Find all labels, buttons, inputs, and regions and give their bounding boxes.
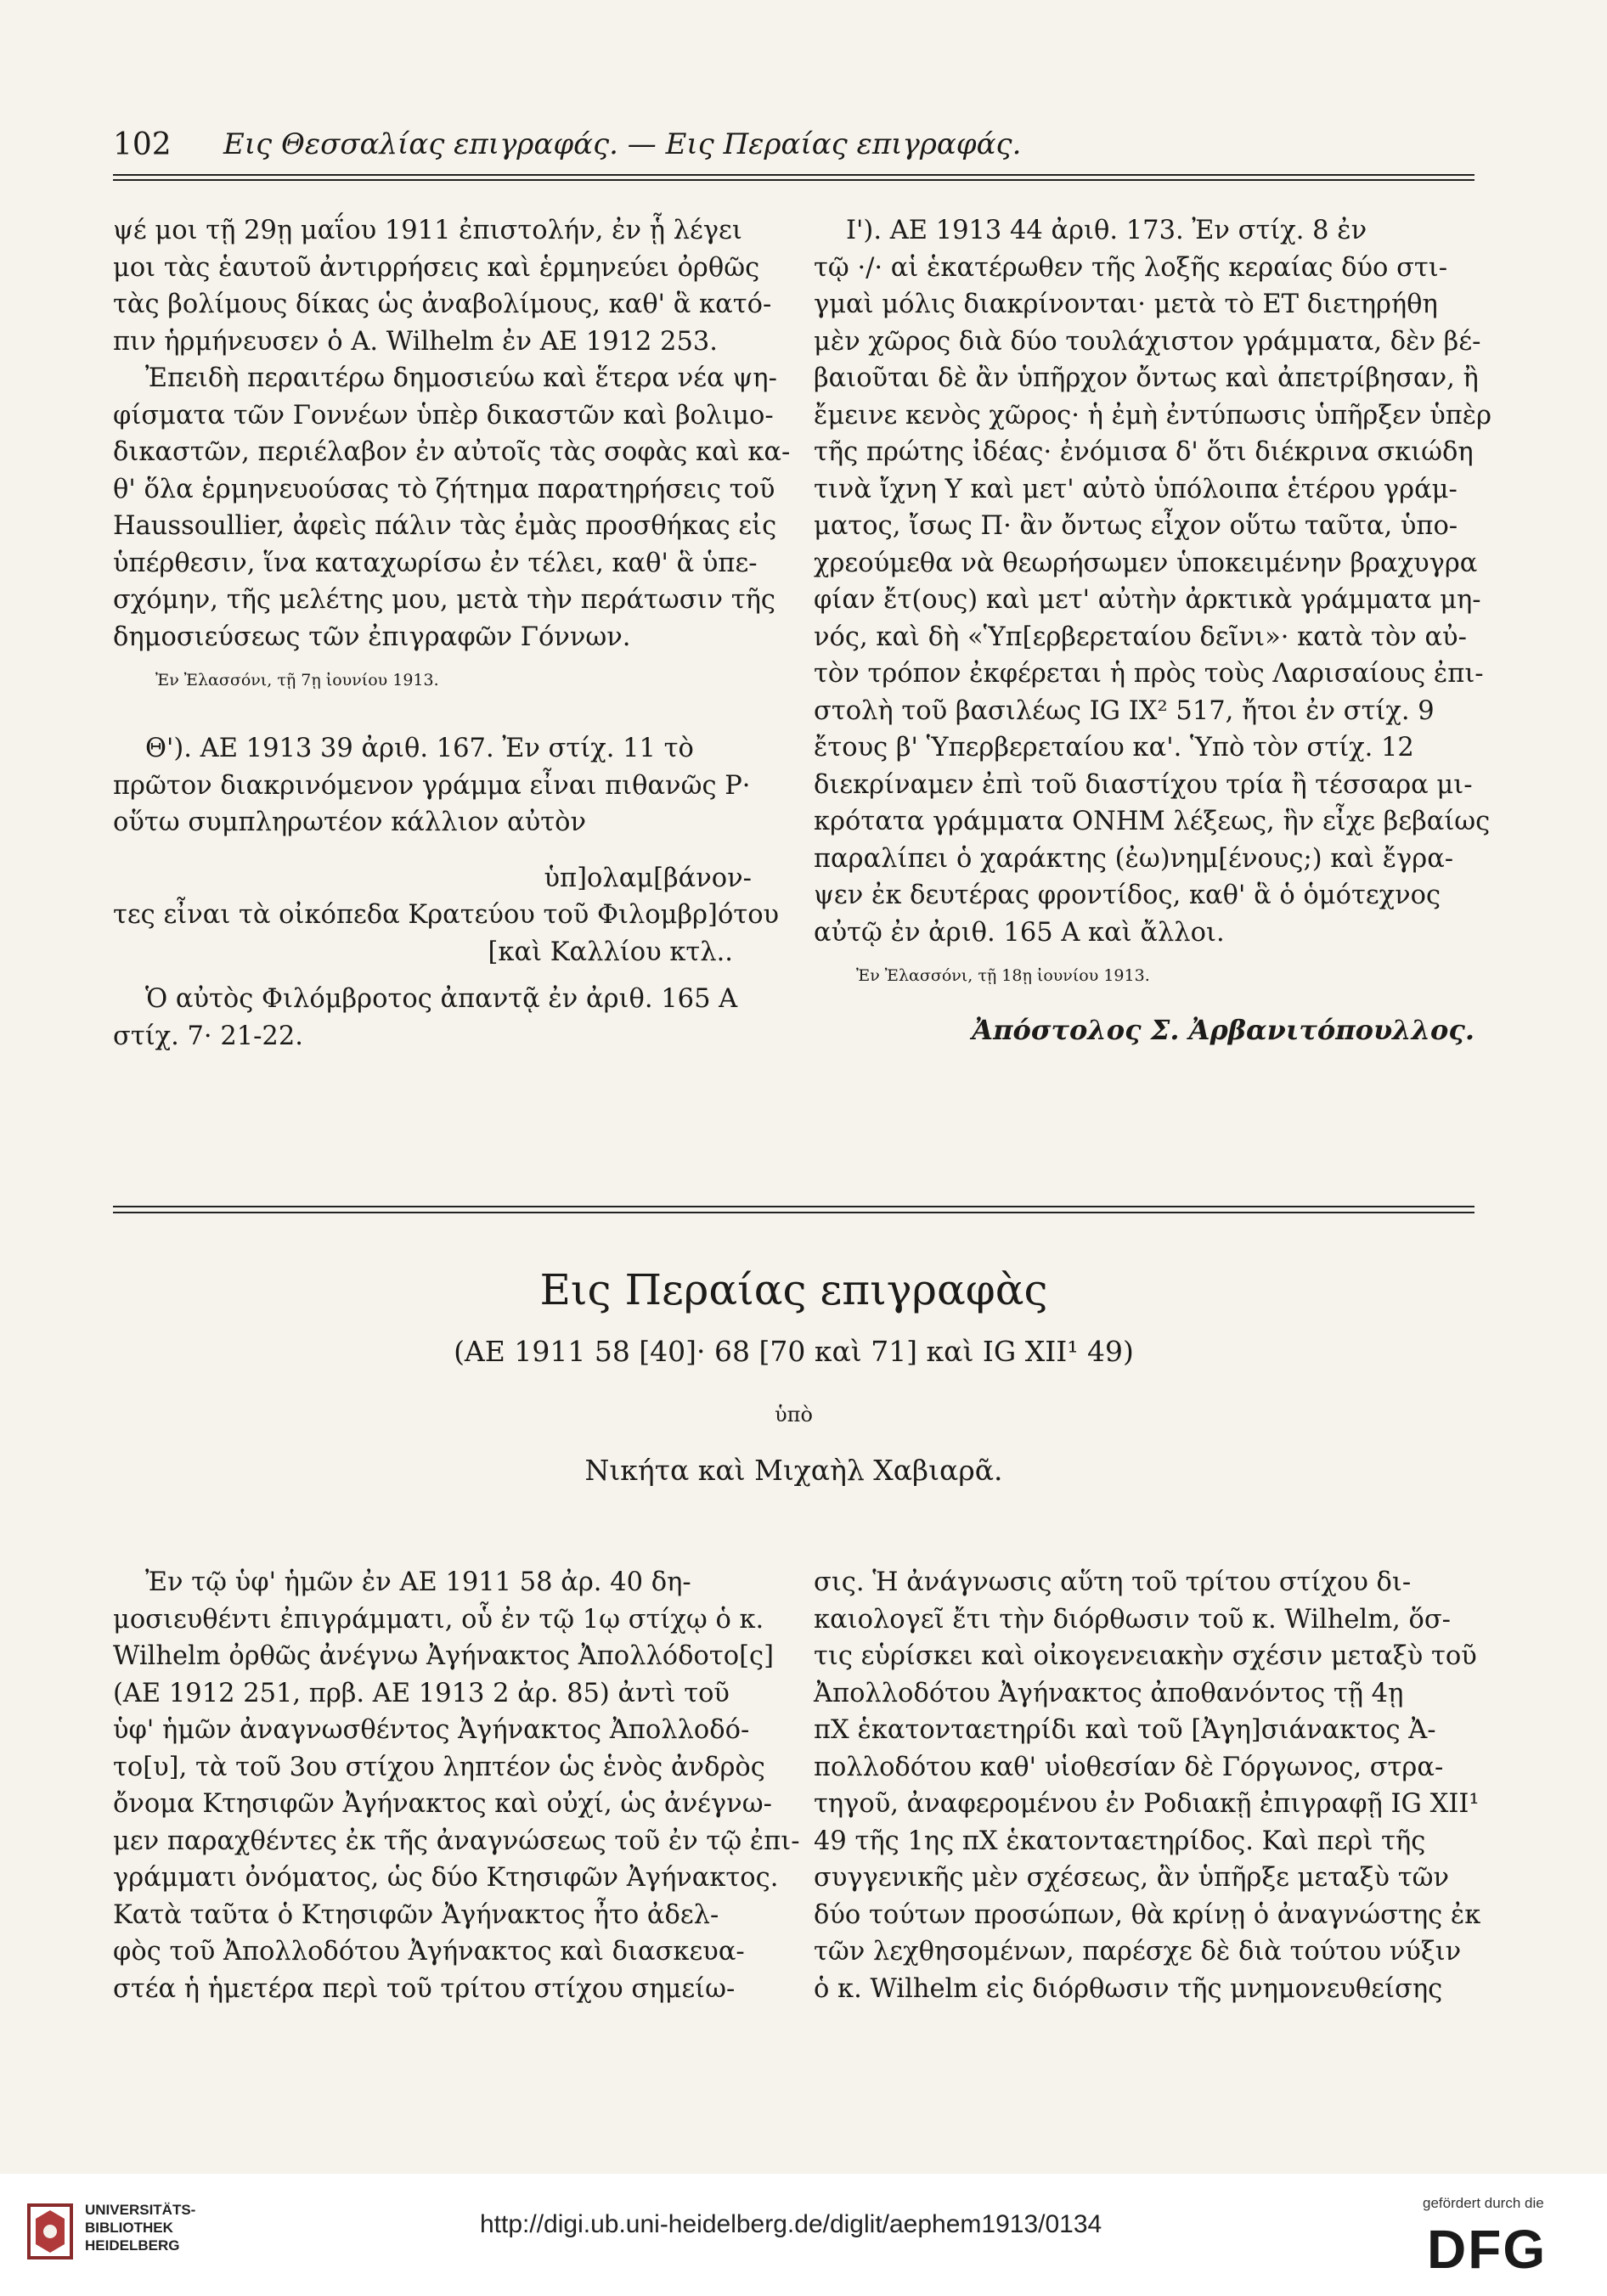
text-line: σχόμην, τῆς μελέτης μου, μετὰ τὴν περάτωσιν τῆς [113,585,775,615]
text-line: τῆς πρώτης ἰδέας· ἐνόμισα δ' ὅτι διέκρινα σκιώδη [814,437,1474,467]
text-line: ὑπέρθεσιν, ἵνα καταχωρίσω ἐν τέλει, καθ' ἃ ὑπε- [113,548,758,578]
library-name [85,2201,195,2254]
library-line: BIBLIOTHEK [85,2220,173,2236]
text-line: μοι τὰς ἑαυτοῦ ἀντιρρήσεις καὶ ἑρμηνεύει ὀρθῶς [113,252,760,283]
text-line: φίσματα τῶν Γοννέων ὑπὲρ δικαστῶν καὶ βολιμο- [113,400,774,430]
text-line: τις εὑρίσκει καὶ οἰκογενειακὴν σχέσιν μεταξὺ τοῦ [814,1641,1477,1671]
text-line: (ΑΕ 1912 251, πρβ. ΑΕ 1913 2 ἀρ. 85) ἀντὶ τοῦ [113,1678,730,1708]
source-url-link[interactable]: http://digi.ub.uni-heidelberg.de/diglit/aephem1913/0134 [480,2210,1102,2238]
text-line: ὑφ' ἡμῶν ἀναγνωσθέντος Ἀγήνακτος Ἀπολλοδό- [113,1715,750,1745]
quote-line: [καὶ Καλλίου κτλ.. [488,937,733,967]
text-line: παραλίπει ὁ χαράκτης (ἐω)νημ[ένους;) καὶ ἔγρα- [814,843,1454,874]
text-line: θ' ὅλα ἑρμηνευούσας τὸ ζήτημα παρατηρήσεις τοῦ [113,474,775,504]
text-line: μὲν χῶρος διὰ δύο τουλάχιστον γράμματα, δὲν βέ- [814,326,1481,357]
text-line: ψεν ἐκ δευτέρας φροντίδος, καθ' ἃ ὁ ὁμότεχνος [814,881,1441,910]
author-signature: Ἀπόστολος Σ. Ἀρβανιτόπουλλος. [972,1014,1474,1046]
running-header [113,127,1472,170]
text-line: νός, καὶ δὴ «Ὑπ[ερβερεταίου δεῖνι»· κατὰ τὸν αὐ- [814,622,1467,652]
text-line: μοσιευθέντι ἐπιγράμματι, οὗ ἐν τῷ 1ῳ στίχῳ ὁ κ. [113,1604,764,1635]
text-line: ὄνομα Κτησιφῶν Ἀγήνακτος καὶ οὐχί, ὡς ἀνέγνω- [113,1789,772,1819]
left-column-top [113,212,791,1055]
text-line: χρεούμεθα νὰ θεωρήσωμεν ὑποκειμένην βραχυγρα [814,548,1478,578]
inscription-quote [113,860,780,971]
text-line: αὐτῷ ἐν ἀριθ. 165 Α καὶ ἄλλοι. [814,917,1225,948]
text-line: δικαστῶν, περιέλαβον ἐν αὐτοῖς τὰς σοφὰς καὶ κα- [113,437,791,467]
text-line: Ὁ αὐτὸς Φιλόμβροτος ἀπαντᾷ ἐν ἀριθ. 165 Α [145,984,738,1014]
text-line: συγγενικῆς μὲν σχέσεως, ἂν ὑπῆρξε μεταξὺ τῶν [814,1863,1450,1893]
dfg-logo: DFG [1427,2219,1548,2280]
text-line: πρῶτον διακρινόμενον γράμμα εἶναι πιθανῶς Ρ· [113,770,751,801]
paragraph [113,360,791,656]
text-line: 49 τῆς 1ης πΧ ἑκατονταετηρίδος. Καὶ περὶ τῆς [814,1826,1426,1856]
text-line: ἔτους β' Ὑπερβερεταίου κα'. Ὑπὸ τὸν στίχ. 12 [814,733,1414,763]
text-line: ματος, ἴσως Π· ἂν ὄντως εἶχον οὕτω ταῦτα, ὑπο- [814,511,1458,541]
section-theta [113,730,752,841]
text-line: δημοσιεύσεως τῶν ἐπιγραφῶν Γόννων. [113,622,631,652]
text-line: Haussoullier, ἀφεὶς πάλιν τὰς ἐμὰς προσθήκας εἰς [113,511,777,541]
text-line: Θ'). ΑΕ 1913 39 ἀριθ. 167. Ἐν στίχ. 11 τὸ [145,734,694,763]
text-line: μεν παραχθέντες ἐκ τῆς ἀναγνώσεως τοῦ ἐν τῷ ἐπι- [113,1826,800,1856]
right-column-bottom [814,1564,1481,2007]
place-date: Ἐν Ἐλασσόνι, τῇ 7ῃ ἰουνίου 1913. [155,671,439,689]
text-line: πιν ἡρμήνευσεν ὁ A. Wilhelm ἐν ΑΕ 1912 253. [113,326,718,357]
running-title: Εις Θεσσαλίας επιγραφάς. — Εις Περαίας επιγραφάς. [223,127,1022,161]
library-line: UNIVERSITÄTS- [85,2202,196,2218]
section-iota [814,212,1492,951]
text-line: ἔμεινε κενὸς χῶρος· ἡ ἐμὴ ἐντύπωσις ὑπῆρξεν ὑπὲρ [814,400,1492,430]
text-line: οὕτω συμπληρωτέον κάλλιον αὐτὸν [113,808,587,837]
text-line: Ι'). ΑΕ 1913 44 ἀριθ. 173. Ἐν στίχ. 8 ἐν [846,216,1367,245]
text-line: Ἐν τῷ ὑφ' ἡμῶν ἐν ΑΕ 1911 58 ἀρ. 40 δη- [145,1567,691,1597]
text-line: διεκρίναμεν ἐπὶ τοῦ διαστίχου τρία ἢ τέσσαρα μι- [814,769,1473,800]
text-line: το[υ], τὰ τοῦ 3ου στίχου ληπτέον ὡς ἑνὸς ἀνδρὸς [113,1752,765,1782]
text-line: πολλοδότου καθ' υἱοθεσίαν δὲ Γόργωνος, στρα- [814,1752,1444,1782]
page-number: 102 [113,127,172,162]
text-line: γμαὶ μόλις διακρίνονται· μετὰ τὸ ΕΤ διετηρήθη [814,290,1438,319]
section-rule-thin [113,1212,1474,1213]
article-by: ὑπὸ [775,1403,813,1427]
text-line: τὸν τρόπον ἐκφέρεται ἡ πρὸς τοὺς Λαρισαίους ἐπι- [814,659,1484,689]
text-line: τηγοῦ, ἀναφερομένου ἐν Ροδιακῇ ἐπιγραφῇ IG XII¹ [814,1789,1480,1819]
text-line: Wilhelm ὀρθῶς ἀνέγνω Ἀγήνακτος Ἀπολλόδοτο[ς] [113,1641,775,1671]
paragraph-continuation [814,1564,1481,2007]
text-line: πΧ ἑκατονταετηρίδι καὶ τοῦ [Ἀγη]σιάνακτος Ἀ- [814,1715,1436,1745]
text-line: κρότατα γράμματα ΟΝΗΜ λέξεως, ἣν εἶχε βεβαίως [814,807,1491,836]
article-subtitle: (ΑΕ 1911 58 [40]· 68 [70 καὶ 71] καὶ IG XII¹ 49) [454,1335,1134,1368]
text-line: στολὴ τοῦ βασιλέως IG IX² 517, ἤτοι ἐν στίχ. 9 [814,695,1435,726]
quote-line: τες εἶναι τὰ οἰκόπεδα Κρατεύου τοῦ Φιλομβρ]ότου [113,900,780,930]
header-rule [113,174,1474,176]
text-line: γράμματι ὀνόματος, ὡς δύο Κτησιφῶν Ἀγήνακτος. [113,1863,779,1893]
text-line: τὰς βολίμους δίκας ὡς ἀναβολίμους, καθ' ἃ κατό- [113,290,772,319]
text-line: τῶν λεχθησομένων, παρέσχε δὲ διὰ τούτου νύξιν [814,1937,1462,1967]
text-line: ὁ κ. Wilhelm εἰς διόρθωσιν τῆς μνημονευθείσης [814,1973,1443,2004]
text-line: Κατὰ ταῦτα ὁ Κτησιφῶν Ἀγήνακτος ἦτο ἀδελ- [113,1899,719,1930]
paragraph-continuation [113,212,772,360]
left-column-bottom [113,1564,800,2007]
university-seal-icon [25,2202,75,2261]
text-line: καιολογεῖ ἔτι τὴν διόρθωσιν τοῦ κ. Wilhelm, ὅσ- [814,1604,1451,1635]
text-line: σις. Ἡ ἀνάγνωσις αὕτη τοῦ τρίτου στίχου δι- [814,1567,1412,1597]
library-line: HEIDELBERG [85,2237,180,2254]
text-line: βαιοῦται δὲ ἂν ὑπῆρχον ὄντως καὶ ἀπετρίβησαν, ἢ [814,363,1479,393]
place-date: Ἐν Ἐλασσόνι, τῇ 18ῃ ἰουνίου 1913. [856,966,1150,985]
text-line: φὸς τοῦ Ἀπολλοδότου Ἀγήνακτος καὶ διασκευα- [113,1937,745,1967]
paragraph [113,1564,800,2007]
right-column-top [814,212,1492,1050]
article-title: Εις Περαίας επιγραφὰς [539,1265,1048,1314]
text-line: Ἀπολλοδότου Ἀγήνακτος ἀποθανόντος τῇ 4ῃ [814,1678,1404,1708]
text-line: ψέ μοι τῇ 29ῃ μαΐου 1911 ἐπιστολήν, ἐν ᾗ λέγει [113,216,742,245]
paragraph [113,981,752,1055]
text-line: στίχ. 7· 21-22. [113,1021,303,1051]
text-line: φίαν ἔτ(ους) καὶ μετ' αὐτὴν ἀρκτικὰ γράμματα μη- [814,585,1481,615]
article-authors: Νικήτα καὶ Μιχαὴλ Χαβιαρᾶ. [584,1454,1003,1487]
funder-caption: gefördert durch die [1423,2195,1544,2211]
text-line: Ἐπειδὴ περαιτέρω δημοσιεύω καὶ ἕτερα νέα ψη- [145,363,777,393]
header-rule-thin [113,179,1474,181]
section-rule [113,1206,1474,1207]
text-line: στέα ἡ ἡμετέρα περὶ τοῦ τρίτου στίχου σημείω- [113,1973,736,2004]
text-line: δύο τούτων προσώπων, θὰ κρίνῃ ὁ ἀναγνώστης ἐκ [814,1899,1481,1930]
quote-line: ὑπ]ολαμ[βάνον- [544,863,752,893]
text-line: τινὰ ἴχνη Υ καὶ μετ' αὐτὸ ὑπόλοιπα ἑτέρου γράμ- [814,474,1458,504]
text-line: τῷ ·/· αἱ ἑκατέρωθεν τῆς λοξῆς κεραίας δύο στι- [814,252,1448,283]
